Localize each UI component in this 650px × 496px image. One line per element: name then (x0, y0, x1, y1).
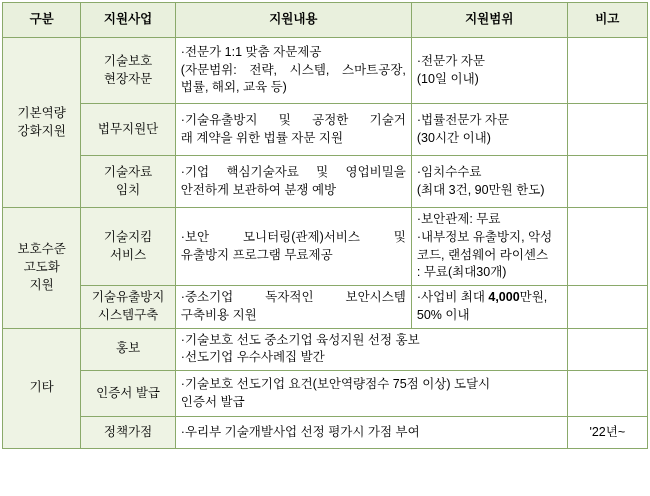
column-header-scope: 지원범위 (411, 3, 567, 38)
note-cell (567, 208, 647, 286)
scope-cell: ·사업비 최대 4,000만원, 50% 이내 (411, 286, 567, 329)
scope-cell: ·임치수수료 (최대 3건, 90만원 한도) (411, 156, 567, 208)
table-row (3, 208, 648, 286)
table-header-row (3, 3, 648, 38)
content-cell: ·기술보호 선도 중소기업 육성지원 선정 홍보 ·선도기업 우수사례집 발간 (175, 328, 567, 371)
category-cell: 보호수준 고도화 지원 (3, 208, 81, 329)
note-cell: '22년~ (567, 417, 647, 449)
scope-cell: ·전문가 자문 (10일 이내) (411, 38, 567, 104)
table-row (3, 156, 648, 208)
column-header-note: 비고 (567, 3, 647, 38)
table-row (3, 104, 648, 156)
note-cell (567, 156, 647, 208)
table-row (3, 371, 648, 417)
program-cell: 법무지원단 (81, 104, 175, 156)
table-row (3, 38, 648, 104)
program-cell: 홍보 (81, 328, 175, 371)
table-row (3, 417, 648, 449)
table-row (3, 286, 648, 329)
note-cell (567, 38, 647, 104)
category-cell: 기타 (3, 328, 81, 449)
table-header (3, 3, 648, 38)
content-cell: ·중소기업 독자적인 보안시스템 구축비용 지원 (175, 286, 411, 329)
content-cell: ·기술유출방지 및 공정한 기술거 래 계약을 위한 법률 자문 지원 (175, 104, 411, 156)
note-cell (567, 286, 647, 329)
content-cell: ·기업 핵심기술자료 및 영업비밀을 안전하게 보관하여 분쟁 예방 (175, 156, 411, 208)
column-header-gubun: 구분 (3, 3, 81, 38)
note-cell (567, 371, 647, 417)
content-cell: ·전문가 1:1 맞춤 자문제공 (자문범위: 전략, 시스템, 스마트공장, 법률, 해외, 교육 등) (175, 38, 411, 104)
column-header-content: 지원내용 (175, 3, 411, 38)
content-cell: ·보안 모니터링(관제)서비스 및 유출방지 프로그램 무료제공 (175, 208, 411, 286)
scope-cell: ·법률전문가 자문 (30시간 이내) (411, 104, 567, 156)
column-header-program: 지원사업 (81, 3, 175, 38)
program-cell: 기술유출방지 시스템구축 (81, 286, 175, 329)
scope-cell: ·보안관제: 무료 ·내부정보 유출방지, 악성 코드, 랜섬웨어 라이센스 : 무료(최대30개) (411, 208, 567, 286)
table-body (3, 38, 648, 449)
program-cell: 인증서 발급 (81, 371, 175, 417)
program-cell: 기술보호 현장자문 (81, 38, 175, 104)
program-cell: 기술지킴 서비스 (81, 208, 175, 286)
content-cell: ·우리부 기술개발사업 선정 평가시 가점 부여 (175, 417, 567, 449)
note-cell (567, 104, 647, 156)
category-cell: 기본역량 강화지원 (3, 38, 81, 208)
support-programs-table (2, 2, 648, 449)
program-cell: 정책가점 (81, 417, 175, 449)
table-row (3, 328, 648, 371)
content-cell: ·기술보호 선도기업 요건(보안역량점수 75점 이상) 도달시 인증서 발급 (175, 371, 567, 417)
note-cell (567, 328, 647, 371)
program-cell: 기술자료 임치 (81, 156, 175, 208)
